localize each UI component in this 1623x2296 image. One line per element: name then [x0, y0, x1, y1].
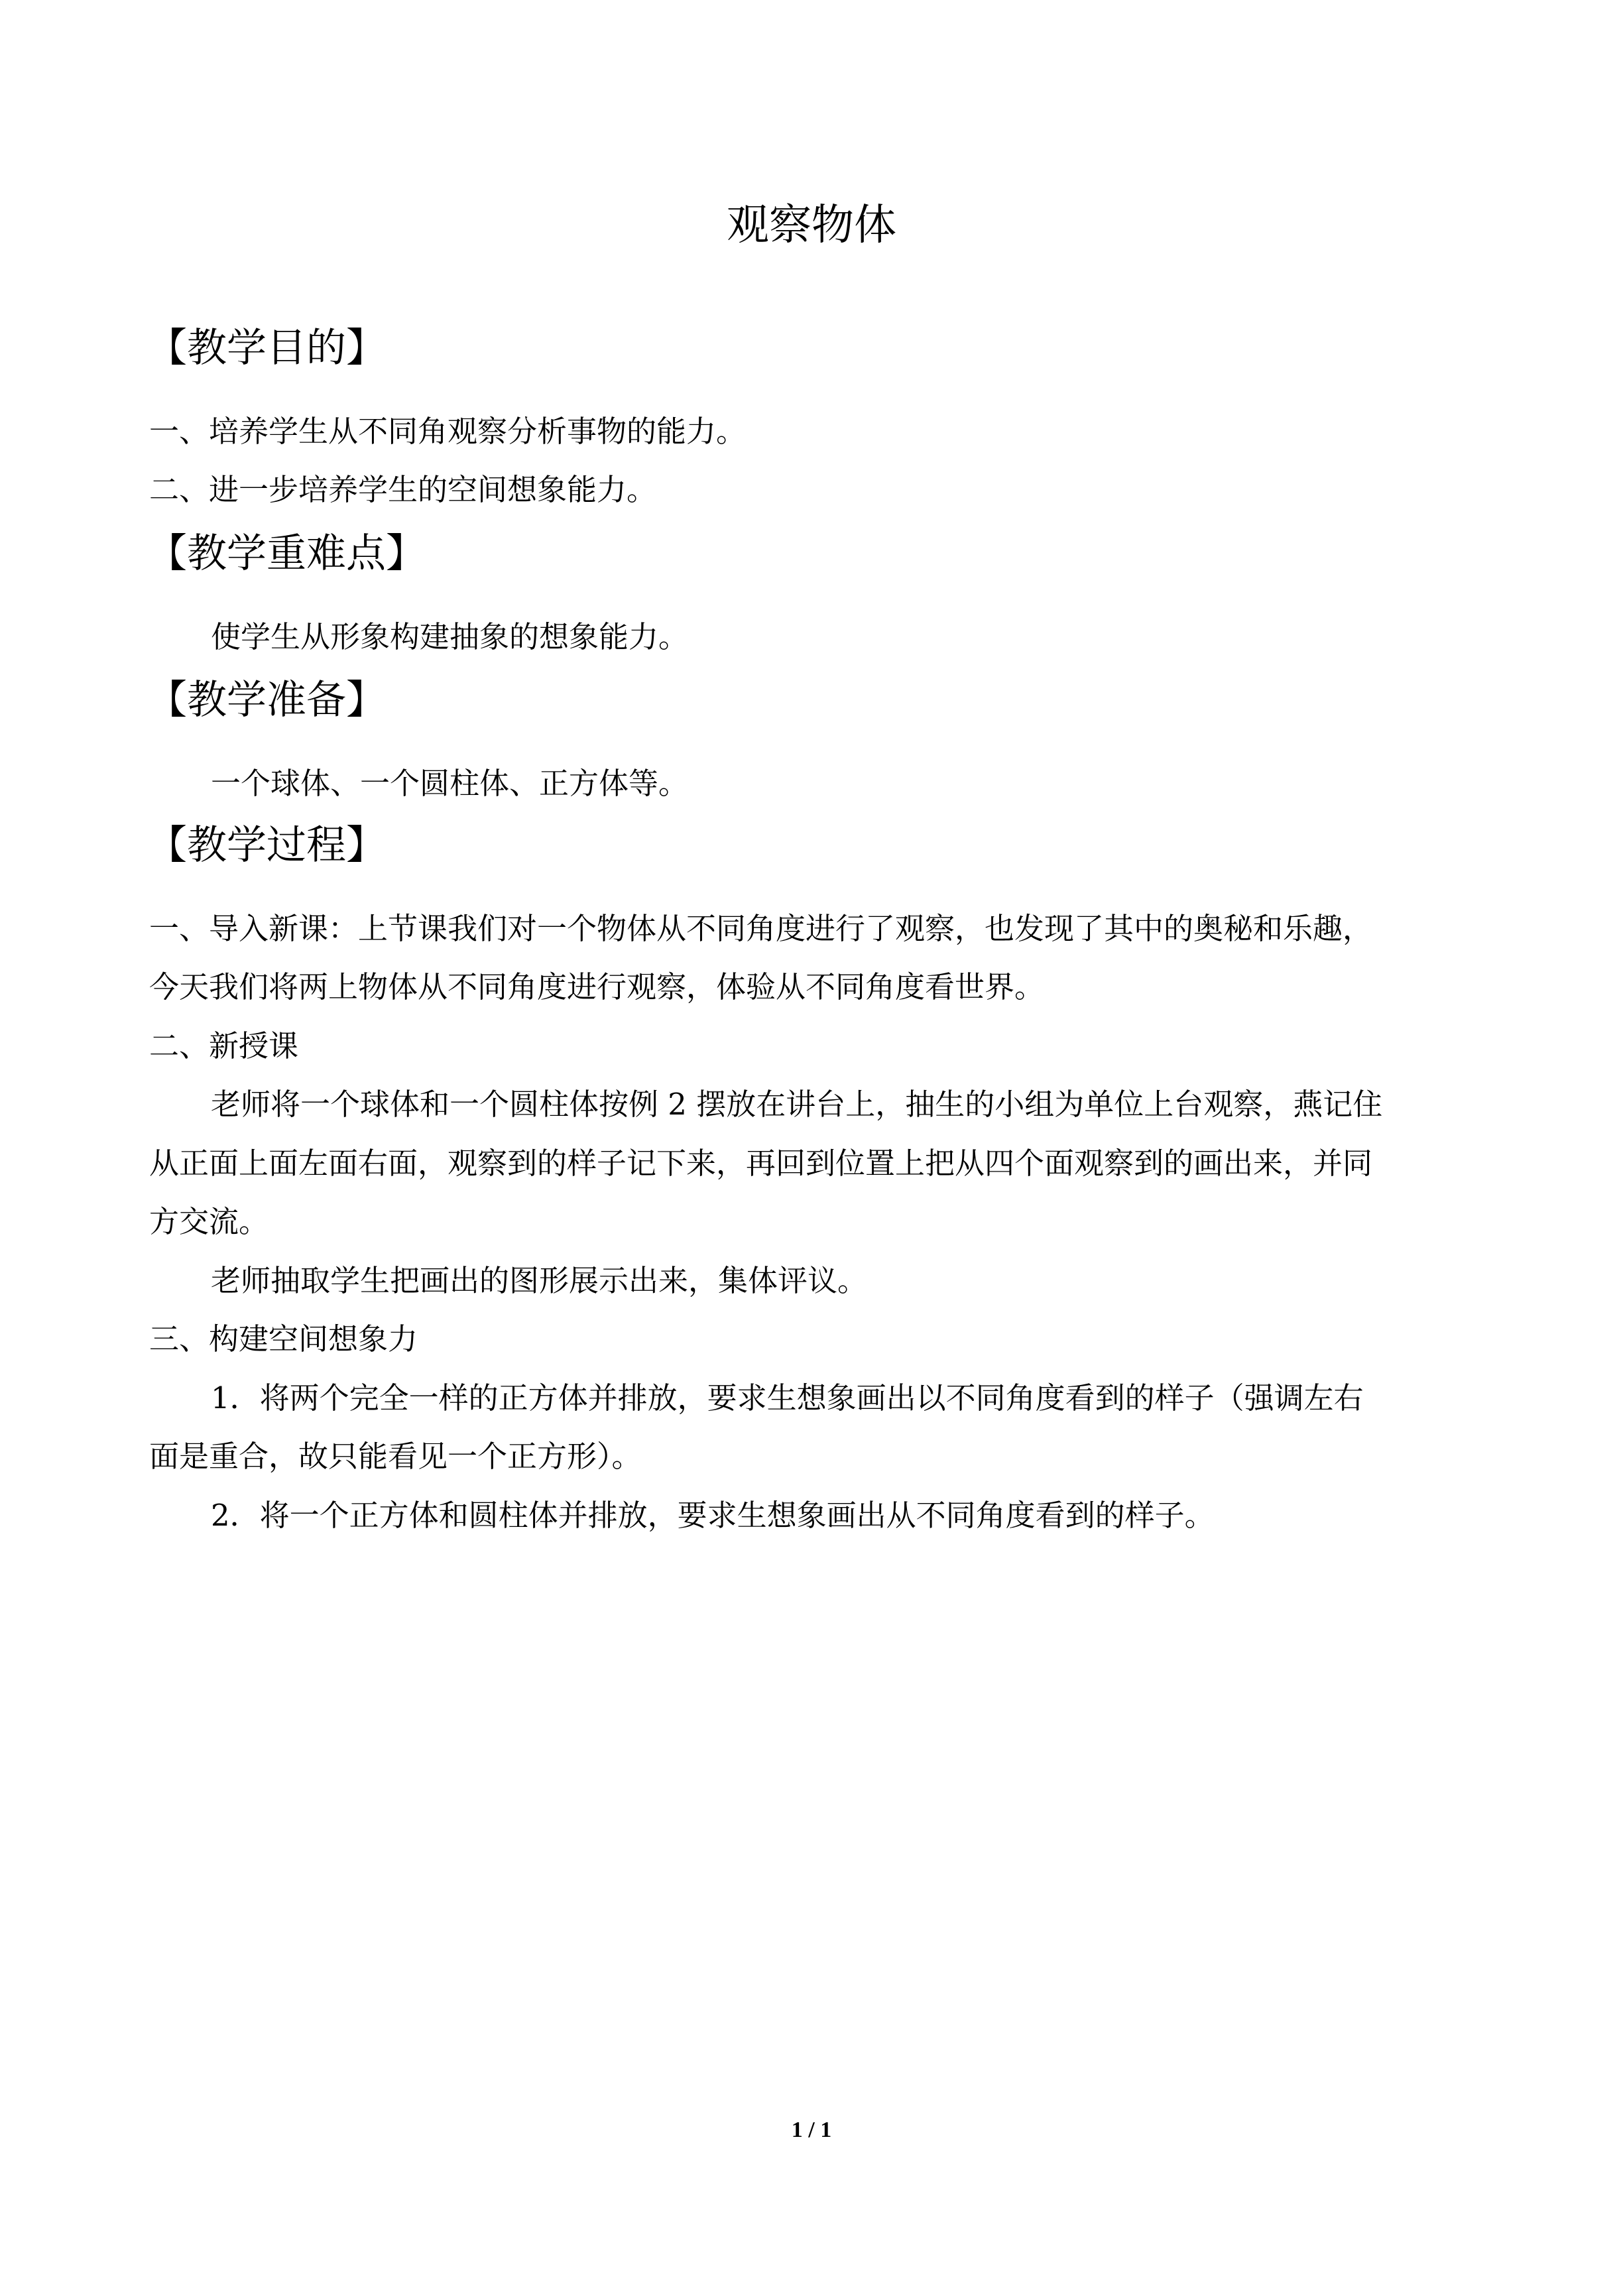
process-line: 三、构建空间想象力 — [149, 1321, 418, 1357]
goal-item-2: 二、进一步培养学生的空间想象能力。 — [149, 472, 657, 507]
process-line: 老师抽取学生把画出的图形展示出来，集体评议。 — [211, 1263, 868, 1298]
document-title: 观察物体 — [727, 201, 896, 250]
process-line: 2．将一个正方体和圆柱体并排放，要求生想象画出从不同角度看到的样子。 — [211, 1498, 1215, 1533]
process-line: 二、新授课 — [149, 1028, 299, 1063]
process-line: 1．将两个完全一样的正方体并排放，要求生想象画出以不同角度看到的样子（强调左右 — [211, 1380, 1364, 1416]
process-line: 方交流。 — [149, 1204, 269, 1239]
key-points-text: 使学生从形象构建抽象的想象能力。 — [211, 619, 689, 654]
process-line: 从正面上面左面右面，观察到的样子记下来，再回到位置上把从四个面观察到的画出来，并同 — [149, 1146, 1373, 1181]
goal-item-1: 一、培养学生从不同角观察分析事物的能力。 — [149, 414, 747, 449]
page-number: 1 / 1 — [791, 2118, 832, 2142]
heading-teaching-process: 【教学过程】 — [147, 822, 386, 869]
process-line: 面是重合，故只能看见一个正方形）。 — [149, 1439, 642, 1474]
heading-key-points: 【教学重难点】 — [147, 530, 426, 577]
process-line: 老师将一个球体和一个圆柱体按例 2 摆放在讲台上，抽生的小组为单位上台观察，燕记住 — [211, 1087, 1383, 1122]
process-line: 今天我们将两上物体从不同角度进行观察，体验从不同角度看世界。 — [149, 969, 1045, 1004]
heading-teaching-goals: 【教学目的】 — [147, 325, 386, 371]
preparation-text: 一个球体、一个圆柱体、正方体等。 — [211, 766, 689, 801]
process-line: 一、导入新课：上节课我们对一个物体从不同角度进行了观察，也发现了其中的奥秘和乐趣， — [149, 911, 1373, 946]
heading-preparation: 【教学准备】 — [147, 677, 386, 723]
